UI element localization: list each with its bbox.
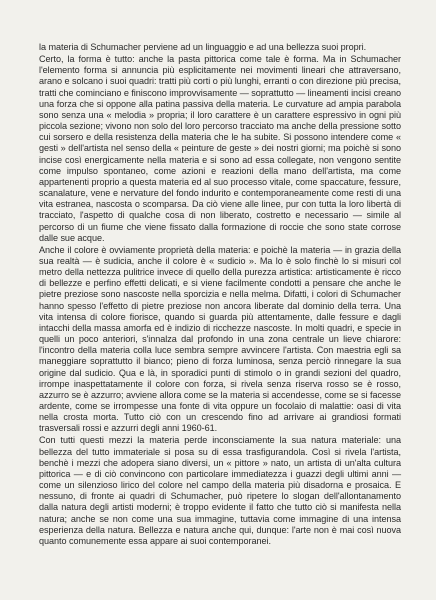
- paragraph: Certo, la forma è tutto: anche la pasta pittorica come tale è forma. Ma in Schumacher l'elemento forma si annuncia più esplicitamente nei movimenti lineari che attraversano, arano e solcano i suoi quadri: tratti più corti o più lunghi, erranti o con direzione più precisa, tratti che cominciano e finiscono improvvisamente — soprattutto — lineamenti incisi creano una forza che si oppone alla patina passiva della materia. Le curvature ad ampia parabola sono senza una « melodia » propria; il loro carattere è un carattere espressivo in ogni più piccola sezione; vivono non solo del loro percorso tracciato ma anche della pressione sotto cui sorsero e della resistenza della materia che le ha subite. Si possono intendere come « gesti » dell'artista nel senso della « peinture de geste » dei nostri giorni; ma poichè si sono incise così energicamente nella materia e si sono ad essa collegate, non vengono sentite come impulso spontaneo, come azioni e reazioni della mano dell'artista, ma come appartenenti proprio a questa materia ed al suo processo vitale, come spaccature, fessure, scanalature, vene e nervature del fondo indurito e contemporaneamente come resti di una vita estranea, nascosta o scomparsa. Da ciò viene alle linee, pur con tutta la loro libertà di tracciato, l'aspetto di qualche cosa di non liberato, costretto e necessario — simile al percorso di un fiume che viene fissato dalla formazione di roccie che sono state corrose dalle sue acque.: [39, 54, 401, 243]
- paragraph: Con tutti questi mezzi la materia perde inconsciamente la sua natura materiale: una bellezza del tutto immateriale si posa su di essa trasfigurandola. Così si rivela l'artista, benchè i mezzi che adopera siano diversi, un « pittore » nato, un artista di un'alta cultura pittorica — e di ciò convincono con particolare immediatezza i guazzi degli ultimi anni — come un silenzioso lirico del colore nel campo della materia più disadorna e prosaica. E nessuno, di fronte ai quadri di Schumacher, può ripetere lo slogan dell'allontanamento dalla natura degli artisti moderni; è troppo evidente il fatto che tutto ciò si manifesta nella natura; anche se non come una sua immagine, tuttavia come immagine di una intensa esperienza della natura. Bellezza e natura anche qui, dunque: l'arte non è mai così nuova quanto comunemente essa appare ai suoi contemporanei.: [39, 435, 401, 546]
- paragraph: la materia di Schumacher perviene ad un linguaggio e ad una bellezza suoi propri.: [39, 42, 367, 52]
- text-body: [39, 42, 401, 548]
- paragraph: Anche il colore è ovviamente proprietà della materia: e poichè la materia — in grazia della sua realtà — è sudicia, anche il colore è « sudicio ». Ma lo è solo finchè lo si misuri col metro della nettezza pulitrice invece di quello della purezza artistica: artisticamente è ricco di bellezze e perfino effetti delicati, e si viene facilmente condotti a pensare che anche le pietre preziose sono nascoste nella sporcizia e nella melma. Difatti, i colori di Schumacher hanno spesso l'effetto di pietre preziose non ancora liberate dal dominio della terra. Una vita intensa di colore fiorisce, quando si guarda più attentamente, dalle fessure e dagli intacchi della massa amorfa ed è indizio di ricchezze nascoste. In molti quadri, e specie in quelli un poco anteriori, s'innalza dal profondo in una zona centrale un lieve chiarore: l'incontro della materia colla luce sembra sempre avvincere l'artista. Con maestria egli sa maneggiare soprattutto il bianco; pieno di forza luminosa, senza perciò rinnegare la sua origine dal sudicio. Qua e là, in sporadici punti di stimolo o in grandi sezioni del quadro, irrompe inaspettatamente il colore con forza, si rivela senza riserva rosso se è rosso, azzurro se è azzurro; avviene allora come se la materia si accendesse, come se si facesse ardente, come se irrompesse una fonte di vita oppure un focolaio di malattie: oasi di vita nella crosta morta. Tutto ciò con un crescendo fino ad arrivare ai grandiosi formati trasversali rossi e azzurri degli anni 1960-61.: [39, 244, 401, 434]
